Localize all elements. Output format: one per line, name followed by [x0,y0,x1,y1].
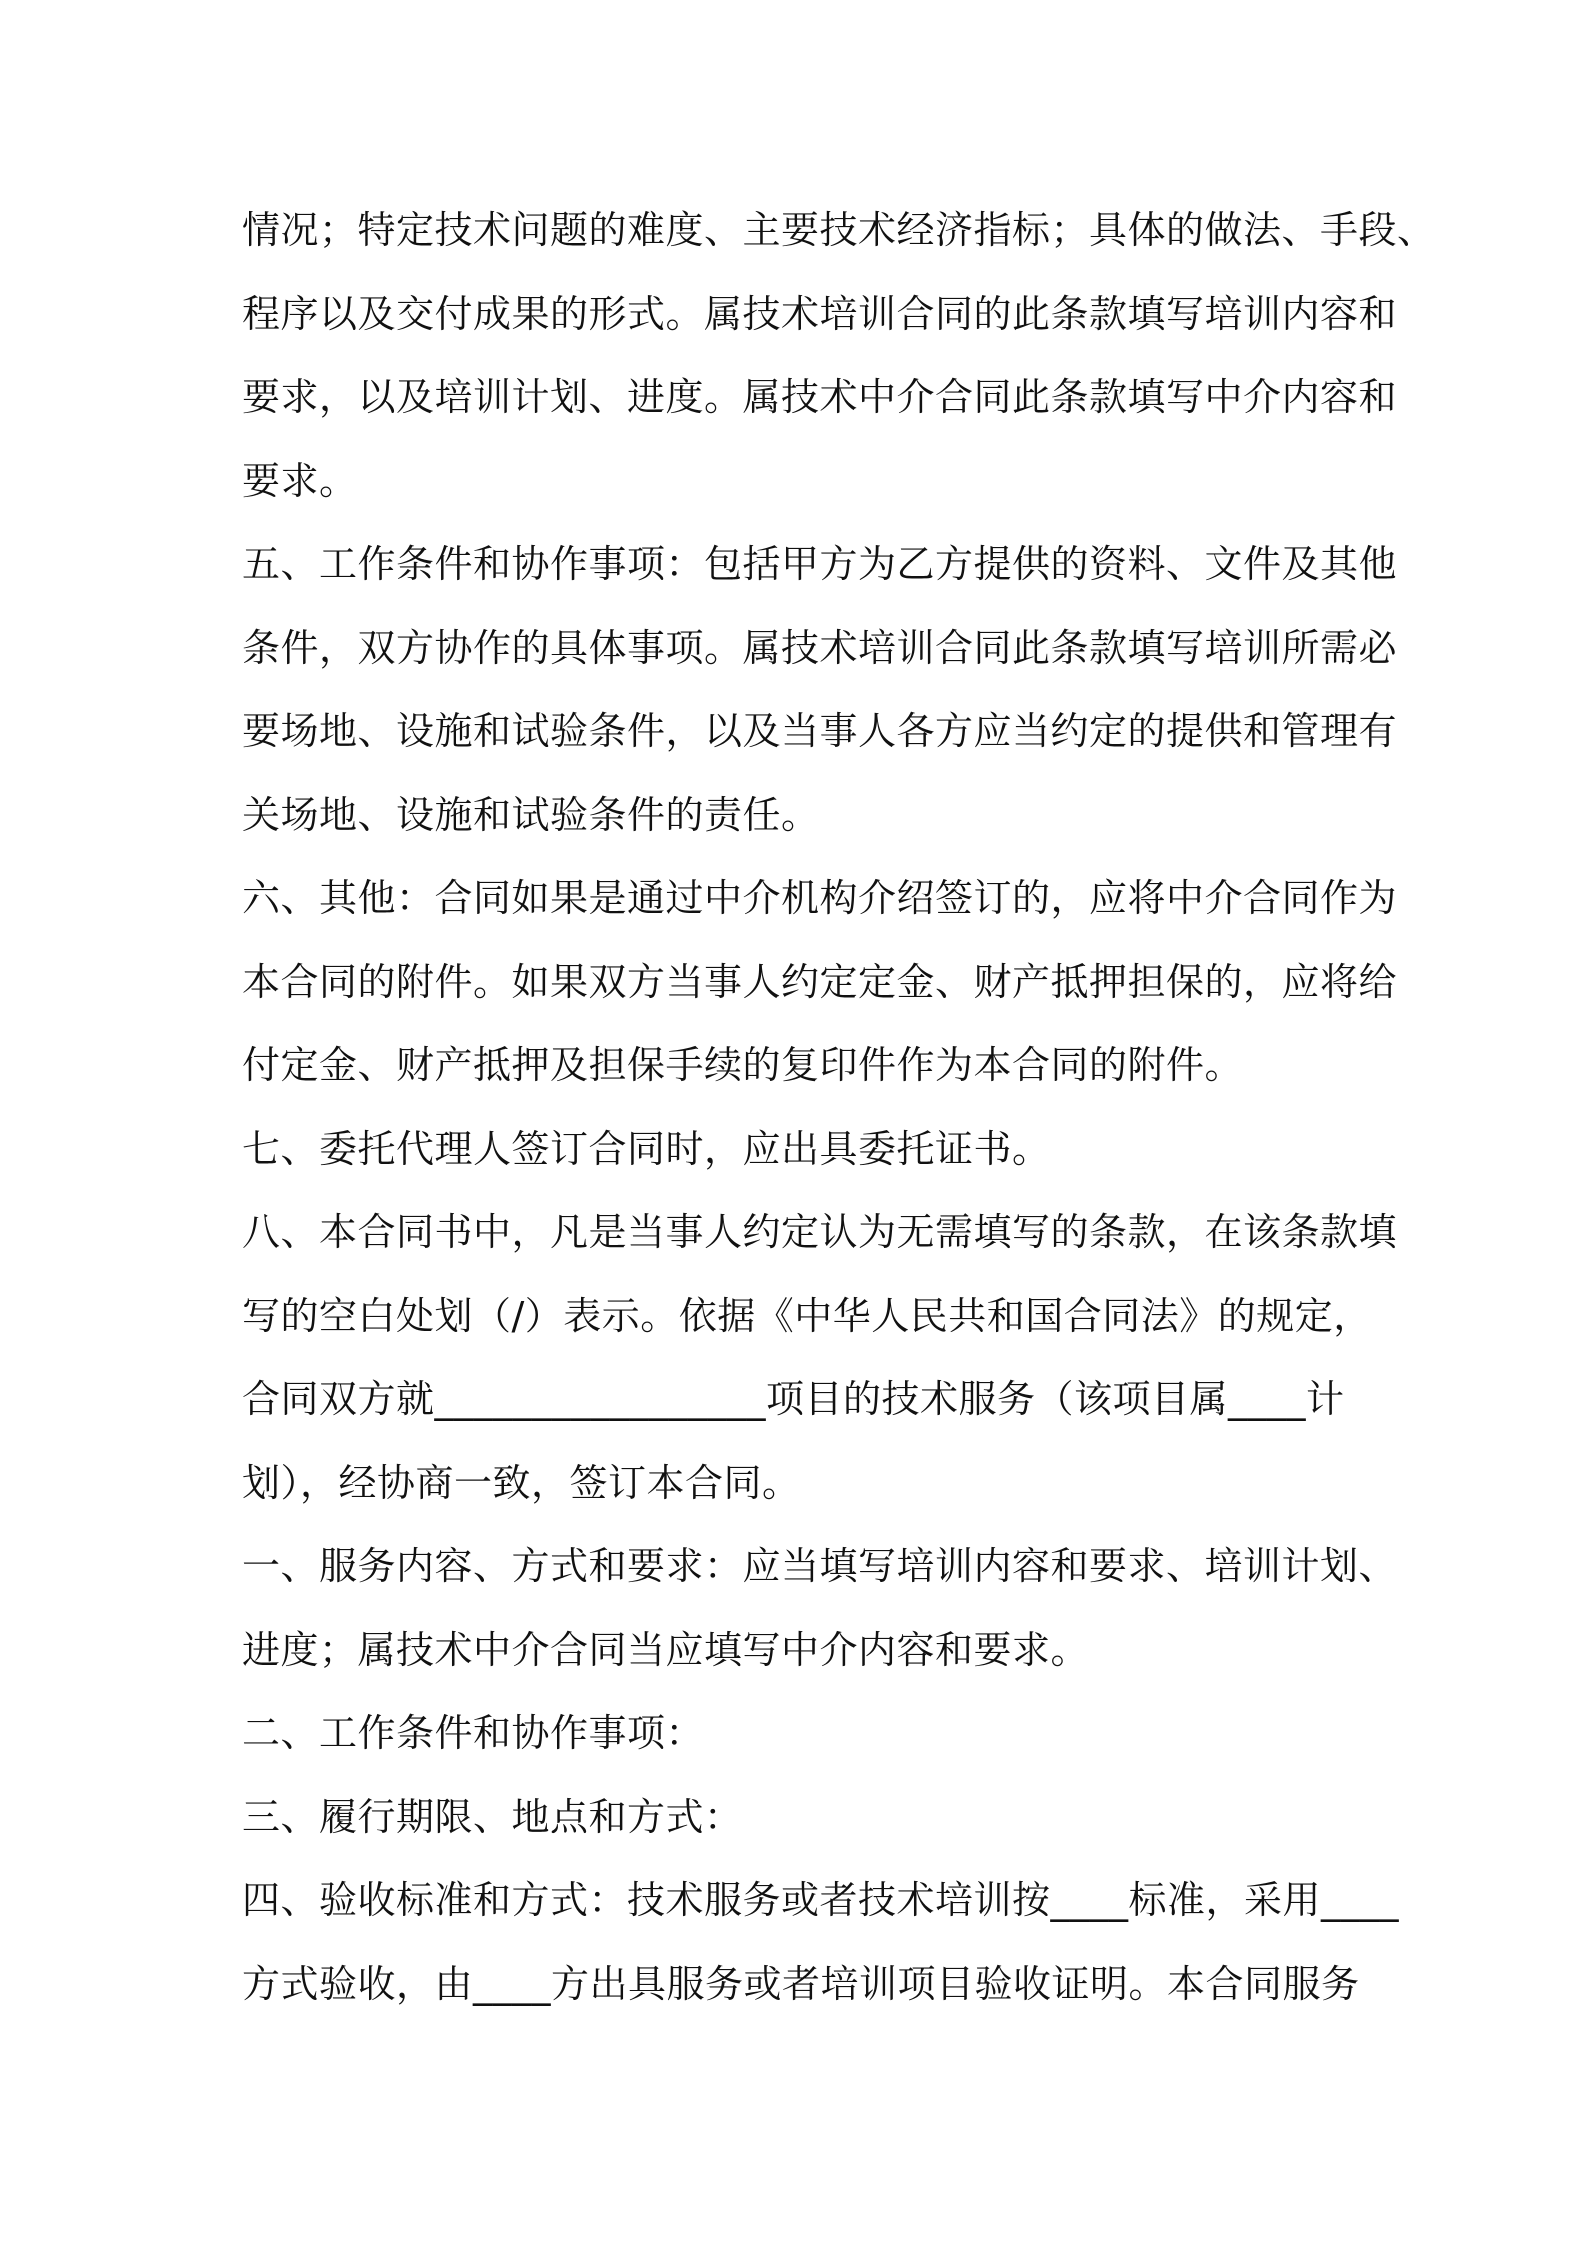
text-line: 付定金、财产抵押及担保手续的复印件作为本合同的附件。 [242,1043,1244,1087]
text-line: 要求，以及培训计划、进度。属技术中介合同此条款填写中介内容和 [242,375,1398,419]
document-body [242,198,1436,2035]
text-line: 情况；特定技术问题的难度、主要技术经济指标；具体的做法、手段、 [242,208,1436,252]
text-line: 三、履行期限、地点和方式： [242,1794,743,1839]
text-line: 关场地、设施和试验条件的责任。 [242,792,820,837]
text-line: 二、工作条件和协作事项： [242,1711,705,1755]
text-line: 要场地、设施和试验条件，以及当事人各方应当约定的提供和管理有 [242,709,1398,753]
text-line: 七、委托代理人签订合同时，应出具委托证书。 [242,1126,1051,1171]
text-line: 六、其他：合同如果是通过中介机构介绍签订的，应将中介合同作为 [242,876,1398,920]
text-line: 四、验收标准和方式：技术服务或者技术培训按____标准，采用____ [242,1878,1400,1922]
text-line: 写的空白处划（/）表示。依据《中华人民共和国合同法》的规定， [242,1293,1372,1338]
text-line: 要求。 [242,458,358,503]
text-line: 本合同的附件。如果双方当事人约定定金、财产抵押担保的，应将给 [242,959,1398,1004]
text-line: 合同双方就_________________项目的技术服务（该项目属____计 [242,1377,1345,1421]
text-line: 条件，双方协作的具体事项。属技术培训合同此条款填写培训所需必 [242,625,1398,670]
text-line: 八、本合同书中，凡是当事人约定认为无需填写的条款，在该条款填 [242,1210,1398,1254]
text-line: 五、工作条件和协作事项：包括甲方为乙方提供的资料、文件及其他 [242,542,1398,586]
text-line: 划），经协商一致，签订本合同。 [242,1460,801,1505]
text-line: 程序以及交付成果的形式。属技术培训合同的此条款填写培训内容和 [242,291,1398,336]
text-line: 方式验收，由____方出具服务或者培训项目验收证明。本合同服务 [242,1961,1360,2006]
text-line: 一、服务内容、方式和要求：应当填写培训内容和要求、培训计划、 [242,1544,1398,1588]
text-line: 进度；属技术中介合同当应填写中介内容和要求。 [242,1627,1090,1672]
